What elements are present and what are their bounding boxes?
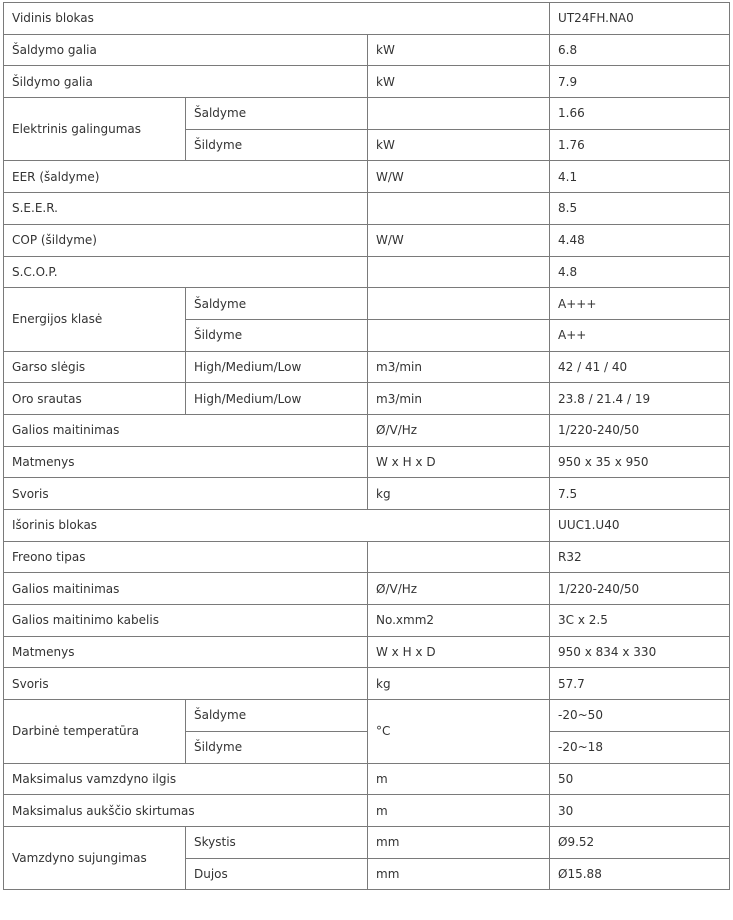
table-cell: Ø9.52 — [550, 826, 730, 858]
table-cell: m3/min — [368, 351, 550, 383]
table-cell: Elektrinis galingumas — [4, 98, 186, 161]
table-row — [4, 3, 730, 35]
specifications-table — [3, 2, 730, 890]
table-cell: Vamzdyno sujungimas — [4, 826, 186, 889]
table-cell: Freono tipas — [4, 541, 368, 573]
table-cell: Ø/V/Hz — [368, 414, 550, 446]
table-cell: kg — [368, 478, 550, 510]
table-row — [4, 256, 730, 288]
table-cell: m — [368, 763, 550, 795]
table-cell: Vidinis blokas — [4, 3, 550, 35]
table-cell: High/Medium/Low — [186, 351, 368, 383]
table-cell: Šaldyme — [186, 288, 368, 320]
table-cell: W/W — [368, 224, 550, 256]
table-row — [4, 446, 730, 478]
table-cell: Išorinis blokas — [4, 510, 550, 542]
table-row — [4, 66, 730, 98]
table-row — [4, 161, 730, 193]
table-cell: High/Medium/Low — [186, 383, 368, 415]
table-row — [4, 510, 730, 542]
table-row — [4, 636, 730, 668]
table-cell: Šildymo galia — [4, 66, 368, 98]
table-cell: kg — [368, 668, 550, 700]
table-cell: Maksimalus aukščio skirtumas — [4, 795, 368, 827]
table-cell: S.E.E.R. — [4, 193, 368, 225]
table-cell: 1/220-240/50 — [550, 573, 730, 605]
table-cell: kW — [368, 34, 550, 66]
table-row — [4, 763, 730, 795]
table-row — [4, 224, 730, 256]
table-cell — [368, 98, 550, 130]
table-cell: m3/min — [368, 383, 550, 415]
table-cell: 4.1 — [550, 161, 730, 193]
table-row — [4, 573, 730, 605]
table-cell: mm — [368, 858, 550, 890]
table-cell: 50 — [550, 763, 730, 795]
table-cell: m — [368, 795, 550, 827]
table-cell: mm — [368, 826, 550, 858]
table-cell — [368, 319, 550, 351]
table-cell: 1/220-240/50 — [550, 414, 730, 446]
table-cell: UUC1.U40 — [550, 510, 730, 542]
table-row — [4, 351, 730, 383]
table-cell: COP (šildyme) — [4, 224, 368, 256]
table-cell: Šildyme — [186, 731, 368, 763]
table-cell: 4.8 — [550, 256, 730, 288]
table-cell: Šaldyme — [186, 98, 368, 130]
table-row — [4, 826, 730, 858]
table-row — [4, 795, 730, 827]
table-row — [4, 98, 730, 130]
table-cell: W x H x D — [368, 446, 550, 478]
table-cell: 4.48 — [550, 224, 730, 256]
table-row — [4, 541, 730, 573]
table-cell: 7.5 — [550, 478, 730, 510]
table-cell: 57.7 — [550, 668, 730, 700]
table-cell: W/W — [368, 161, 550, 193]
table-cell: Svoris — [4, 478, 368, 510]
table-row — [4, 605, 730, 637]
table-cell: -20~18 — [550, 731, 730, 763]
table-cell: 30 — [550, 795, 730, 827]
table-cell: °C — [368, 700, 550, 763]
table-cell: R32 — [550, 541, 730, 573]
table-cell: kW — [368, 66, 550, 98]
table-cell: Skystis — [186, 826, 368, 858]
table-cell: Galios maitinimas — [4, 573, 368, 605]
table-cell: 950 x 35 x 950 — [550, 446, 730, 478]
table-row — [4, 700, 730, 732]
table-cell — [368, 193, 550, 225]
table-row — [4, 414, 730, 446]
table-cell: UT24FH.NA0 — [550, 3, 730, 35]
table-cell: 23.8 / 21.4 / 19 — [550, 383, 730, 415]
table-cell: kW — [368, 129, 550, 161]
table-cell: Galios maitinimo kabelis — [4, 605, 368, 637]
table-cell: Šaldyme — [186, 700, 368, 732]
table-cell: -20~50 — [550, 700, 730, 732]
table-cell — [368, 541, 550, 573]
table-cell: A++ — [550, 319, 730, 351]
table-cell: Ø/V/Hz — [368, 573, 550, 605]
table-cell: EER (šaldyme) — [4, 161, 368, 193]
table-cell: Šildyme — [186, 129, 368, 161]
table-row — [4, 288, 730, 320]
table-row — [4, 383, 730, 415]
table-cell: 8.5 — [550, 193, 730, 225]
table-cell — [368, 288, 550, 320]
table-cell: 1.76 — [550, 129, 730, 161]
table-cell: Ø15.88 — [550, 858, 730, 890]
table-cell: Dujos — [186, 858, 368, 890]
table-cell: Matmenys — [4, 636, 368, 668]
table-cell: 3C x 2.5 — [550, 605, 730, 637]
table-cell: 1.66 — [550, 98, 730, 130]
table-cell: Darbinė temperatūra — [4, 700, 186, 763]
table-cell: No.xmm2 — [368, 605, 550, 637]
table-cell: 7.9 — [550, 66, 730, 98]
table-row — [4, 193, 730, 225]
table-cell: 42 / 41 / 40 — [550, 351, 730, 383]
specifications-table-body — [4, 3, 730, 890]
table-row — [4, 668, 730, 700]
table-cell: A+++ — [550, 288, 730, 320]
table-cell: Šaldymo galia — [4, 34, 368, 66]
table-cell: Maksimalus vamzdyno ilgis — [4, 763, 368, 795]
table-row — [4, 34, 730, 66]
table-cell: Galios maitinimas — [4, 414, 368, 446]
table-cell: Svoris — [4, 668, 368, 700]
table-cell: Garso slėgis — [4, 351, 186, 383]
table-cell: S.C.O.P. — [4, 256, 368, 288]
table-cell: 6.8 — [550, 34, 730, 66]
table-cell — [368, 256, 550, 288]
table-cell: Šildyme — [186, 319, 368, 351]
table-cell: Energijos klasė — [4, 288, 186, 351]
table-cell: W x H x D — [368, 636, 550, 668]
table-cell: Matmenys — [4, 446, 368, 478]
table-cell: Oro srautas — [4, 383, 186, 415]
table-cell: 950 x 834 x 330 — [550, 636, 730, 668]
table-row — [4, 478, 730, 510]
